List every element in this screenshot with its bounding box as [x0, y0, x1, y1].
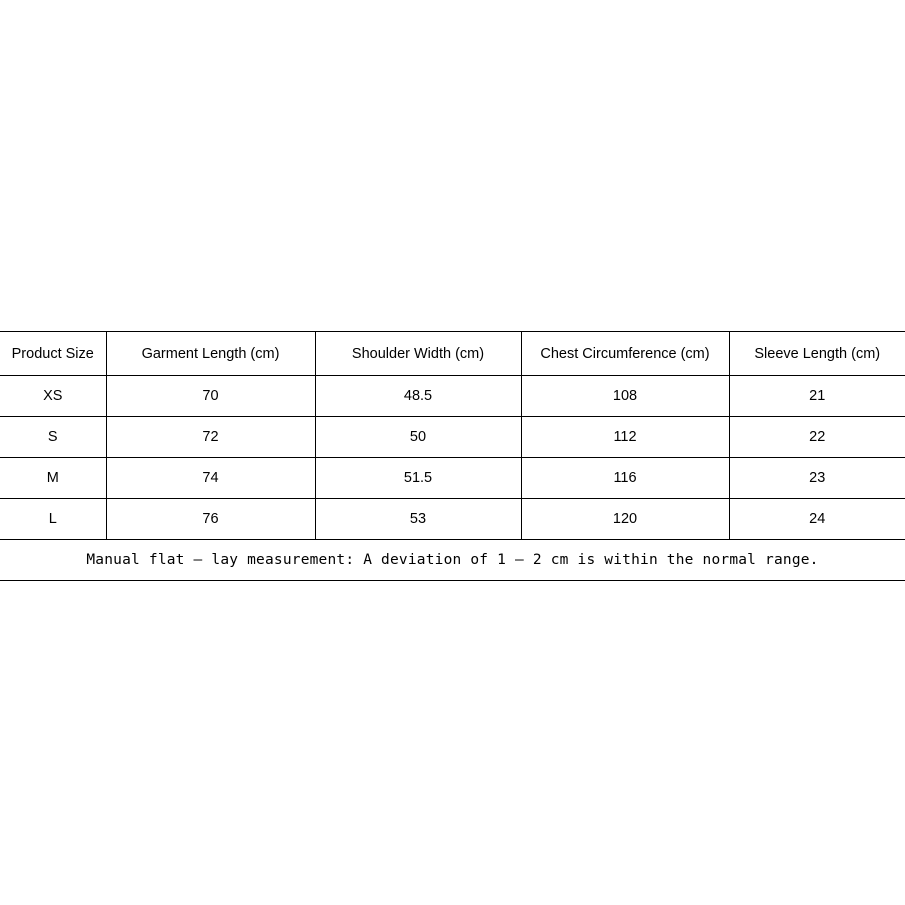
cell-size: XS: [0, 376, 106, 417]
table-row: [0, 499, 905, 540]
cell-sleeve-length: 21: [729, 376, 905, 417]
cell-shoulder-width: 53: [315, 499, 521, 540]
cell-garment-length: 70: [106, 376, 315, 417]
cell-shoulder-width: 50: [315, 417, 521, 458]
cell-chest-circumference: 120: [521, 499, 729, 540]
cell-size: L: [0, 499, 106, 540]
size-chart-table: [0, 331, 905, 581]
column-header-sleeve-length: Sleeve Length (cm): [729, 332, 905, 376]
column-header-shoulder-width: Shoulder Width (cm): [315, 332, 521, 376]
cell-chest-circumference: 112: [521, 417, 729, 458]
table-row: [0, 417, 905, 458]
measurement-note: Manual flat – lay measurement: A deviation of 1 – 2 cm is within the normal range.: [0, 540, 905, 581]
cell-garment-length: 74: [106, 458, 315, 499]
cell-size: S: [0, 417, 106, 458]
size-table-container: [0, 331, 905, 581]
table-note-row: [0, 540, 905, 581]
table-header: [0, 332, 905, 376]
column-header-chest-circumference: Chest Circumference (cm): [521, 332, 729, 376]
cell-size: M: [0, 458, 106, 499]
cell-chest-circumference: 108: [521, 376, 729, 417]
table-row: [0, 376, 905, 417]
table-header-row: [0, 332, 905, 376]
cell-sleeve-length: 22: [729, 417, 905, 458]
cell-chest-circumference: 116: [521, 458, 729, 499]
cell-garment-length: 72: [106, 417, 315, 458]
cell-sleeve-length: 24: [729, 499, 905, 540]
cell-sleeve-length: 23: [729, 458, 905, 499]
cell-shoulder-width: 48.5: [315, 376, 521, 417]
column-header-garment-length: Garment Length (cm): [106, 332, 315, 376]
column-header-product-size: Product Size: [0, 332, 106, 376]
table-row: [0, 458, 905, 499]
table-body: [0, 376, 905, 581]
cell-shoulder-width: 51.5: [315, 458, 521, 499]
cell-garment-length: 76: [106, 499, 315, 540]
